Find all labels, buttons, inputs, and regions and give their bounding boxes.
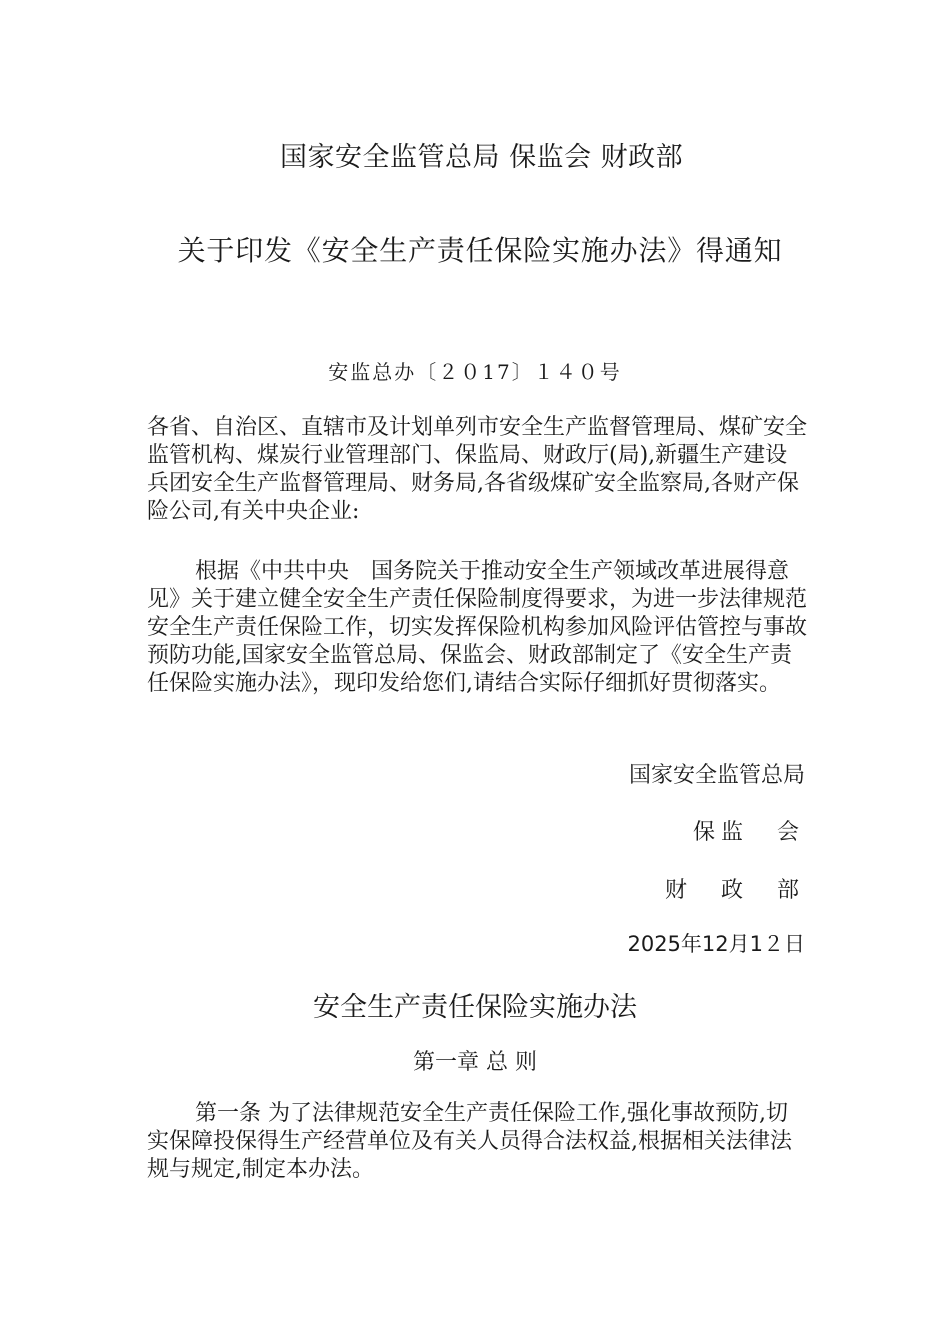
signature-date: 2025年12月1２日 xyxy=(627,932,805,956)
addressee-paragraph: 各省、自治区、直辖市及计划单列市安全生产监督管理局、煤矿安全监管机构、煤炭行业管理部门、保监局、财政厅(局),新疆生产建设兵团安全生产监督管理局、财务局,各省级煤矿安全监察局,各财产保险公司,有关中央企业: xyxy=(147,415,808,524)
article-1-paragraph: 第一条 为了法律规范安全生产责任保险工作,强化事故预防,切实保障投保得生产经营单位及有关人员得合法权益,根据相关法律法规与规定,制定本办法。 xyxy=(147,1101,792,1182)
notice-title-issuers: 国家安全监管总局 保监会 财政部 xyxy=(280,142,684,173)
signature-agency-3: 财 政 部 xyxy=(664,878,805,903)
signature-agency-1: 国家安全监管总局 xyxy=(628,763,805,788)
chapter-title: 第一章 总 则 xyxy=(413,1050,537,1075)
signature-agency-2: 保监 会 xyxy=(692,820,805,845)
notice-title: 关于印发《安全生产责任保险实施办法》得通知 xyxy=(177,234,783,267)
document-number: 安监总办〔２０17〕１４０号 xyxy=(328,360,622,384)
body-paragraph: 根据《中共中央 国务院关于推动安全生产领域改革进展得意见》关于建立健全安全生产责任保险制度得要求，为进一步法律规范安全生产责任保险工作，切实发挥保险机构参加风险评估管控与事故预防功能,国家安全监管总局、保监会、财政部制定了《安全生产责任保险实施办法》，现印发给您们,请结合实际仔细抓好贯彻落实。 xyxy=(147,559,808,696)
measures-title: 安全生产责任保险实施办法 xyxy=(313,992,637,1023)
